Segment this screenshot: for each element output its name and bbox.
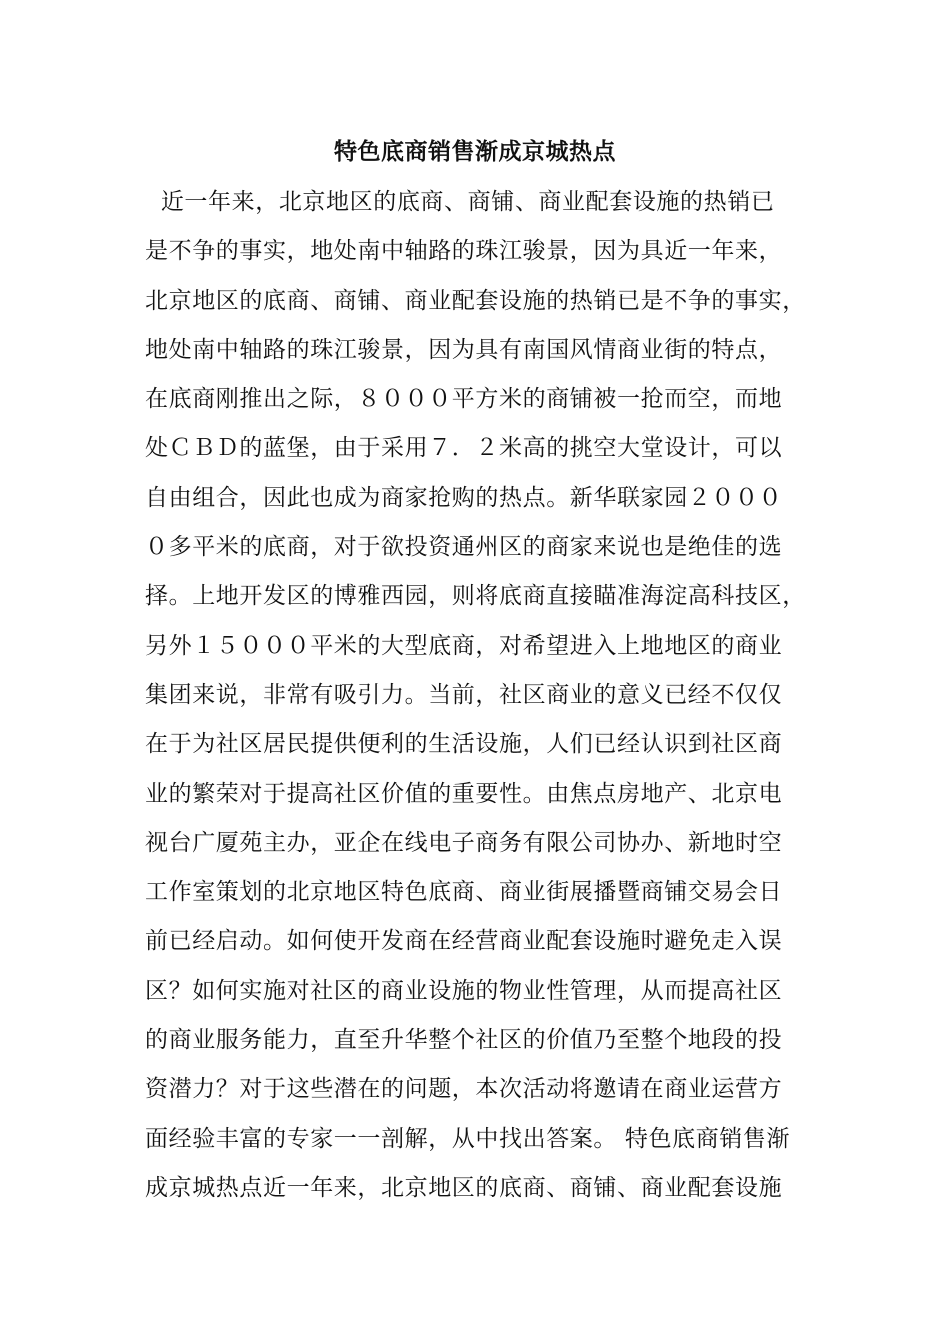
body-text-line: 前已经启动。如何使开发商在经营商业配套设施时避免走入误: [145, 928, 783, 955]
body-text-line: 面经验丰富的专家一一剖解，从中找出答案。 特色底商销售渐: [145, 1125, 791, 1152]
body-text-line: 在于为社区居民提供便利的生活设施，人们已经认识到社区商: [145, 731, 783, 758]
body-text-line: 集团来说，非常有吸引力。当前，社区商业的意义已经不仅仅: [145, 681, 783, 708]
body-text-line: 业的繁荣对于提高社区价值的重要性。由焦点房地产、北京电: [145, 780, 783, 807]
body-text-line: 另外１５０００平米的大型底商，对希望进入上地地区的商业: [145, 632, 783, 659]
body-text-line: 在底商刚推出之际，８０００平方米的商铺被一抢而空，而地: [145, 386, 783, 413]
body-text-line: 地处南中轴路的珠江骏景，因为具有南国风情商业街的特点，: [145, 336, 783, 363]
body-text-line: 择。上地开发区的博雅西园，则将底商直接瞄准海淀高科技区，: [145, 583, 806, 610]
body-text-line: 是不争的事实，地处南中轴路的珠江骏景，因为具近一年来，: [145, 238, 783, 265]
body-text-line: 成京城热点近一年来，北京地区的底商、商铺、商业配套设施: [145, 1174, 783, 1201]
body-text-line: 北京地区的底商、商铺、商业配套设施的热销已是不争的事实，: [145, 287, 806, 314]
body-text-line: 自由组合，因此也成为商家抢购的热点。新华联家园２０００: [145, 484, 783, 511]
body-text-line: ０多平米的底商，对于欲投资通州区的商家来说也是绝佳的选: [145, 534, 783, 561]
body-text-line: 的商业服务能力，直至升华整个社区的价值乃至整个地段的投: [145, 1027, 783, 1054]
body-text-line: 处ＣＢＤ的蓝堡，由于采用７．２米高的挑空大堂设计，可以: [145, 435, 783, 462]
body-text-line: 区？如何实施对社区的商业设施的物业性管理，从而提高社区: [145, 977, 783, 1004]
document-title: 特色底商销售渐成京城热点: [334, 138, 616, 165]
body-text-line: 资潜力？对于这些潜在的问题，本次活动将邀请在商业运营方: [145, 1076, 783, 1103]
document-body: [145, 186, 835, 1221]
body-text-line: 视台广厦苑主办，亚企在线电子商务有限公司协办、新地时空: [145, 829, 783, 856]
body-text-line: 工作室策划的北京地区特色底商、商业街展播暨商铺交易会日: [145, 879, 783, 906]
body-text-line: 近一年来，北京地区的底商、商铺、商业配套设施的热销已: [145, 189, 775, 215]
